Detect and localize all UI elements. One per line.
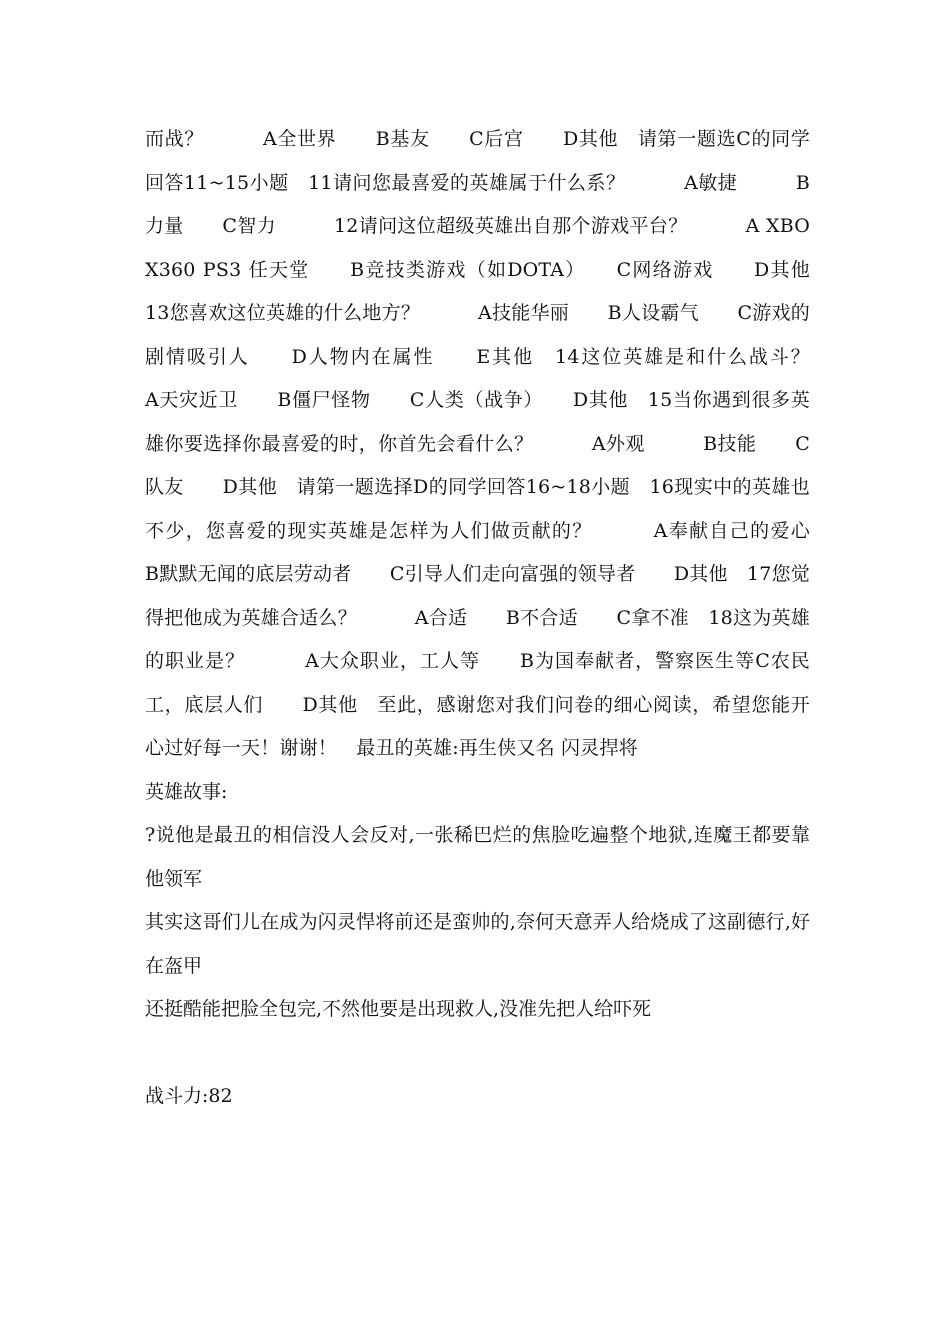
combat-power-line: 战斗力:82 bbox=[145, 1085, 233, 1107]
hero-story-heading: 英雄故事: bbox=[145, 780, 228, 803]
hero-story-line-1: ?说他是最丑的相信没人会反对,一张稀巴烂的焦脸吃遍整个地狱,连魔王都要靠他领军 bbox=[145, 824, 810, 890]
survey-questions-paragraph: 而战？ A全世界 B基友 C后宫 D其他 请第一题选C的同学回答11~15小题 11请问您最喜爱的英雄属于什么系？ A敏捷 B力量 C智力 12请问这位超级英雄出自那个游戏平台？ A XBOX360 PS3 任天堂 B竞技类游戏（如DOTA） C网络游戏 D其他 13您喜欢这位英雄的什么地方？ A技能华丽 B人设霸气 C游戏的剧情吸引人 D人物内在属性 E其他 14这位英雄是和什么战斗？ A天灾近卫 B僵尸怪物 C人类（战争） D其他 15当你遇到很多英雄你要选择你最喜爱的时，你首先会看什么？ A外观 B技能 C队友 D其他 请第一题选择D的同学回答16~18小题 16现实中的英雄也不少，您喜爱的现实英雄是怎样为人们做贡献的？ A奉献自己的爱心 B默默无闻的底层劳动者 C引导人们走向富强的领导者 D其他 17您觉得把他成为英雄合适么？ A合适 B不合适 C拿不准 18这为英雄的职业是？ A大众职业，工人等 B为国奉献者，警察医生等C农民工，底层人们 D其他 至此，感谢您对我们问卷的细心阅读，希望您能开心过好每一天！谢谢！ 最丑的英雄:再生侠又名 闪灵捍将 bbox=[145, 128, 868, 759]
document-body bbox=[145, 118, 868, 1119]
hero-story-line-2: 其实这哥们儿在成为闪灵悍将前还是蛮帅的,奈何天意弄人给烧成了这副德行,好在盔甲 bbox=[145, 911, 810, 977]
blank-line bbox=[145, 1032, 810, 1076]
hero-story-line-3: 还挺酷能把脸全包完,不然他要是出现救人,没准先把人给吓死 bbox=[145, 998, 652, 1020]
